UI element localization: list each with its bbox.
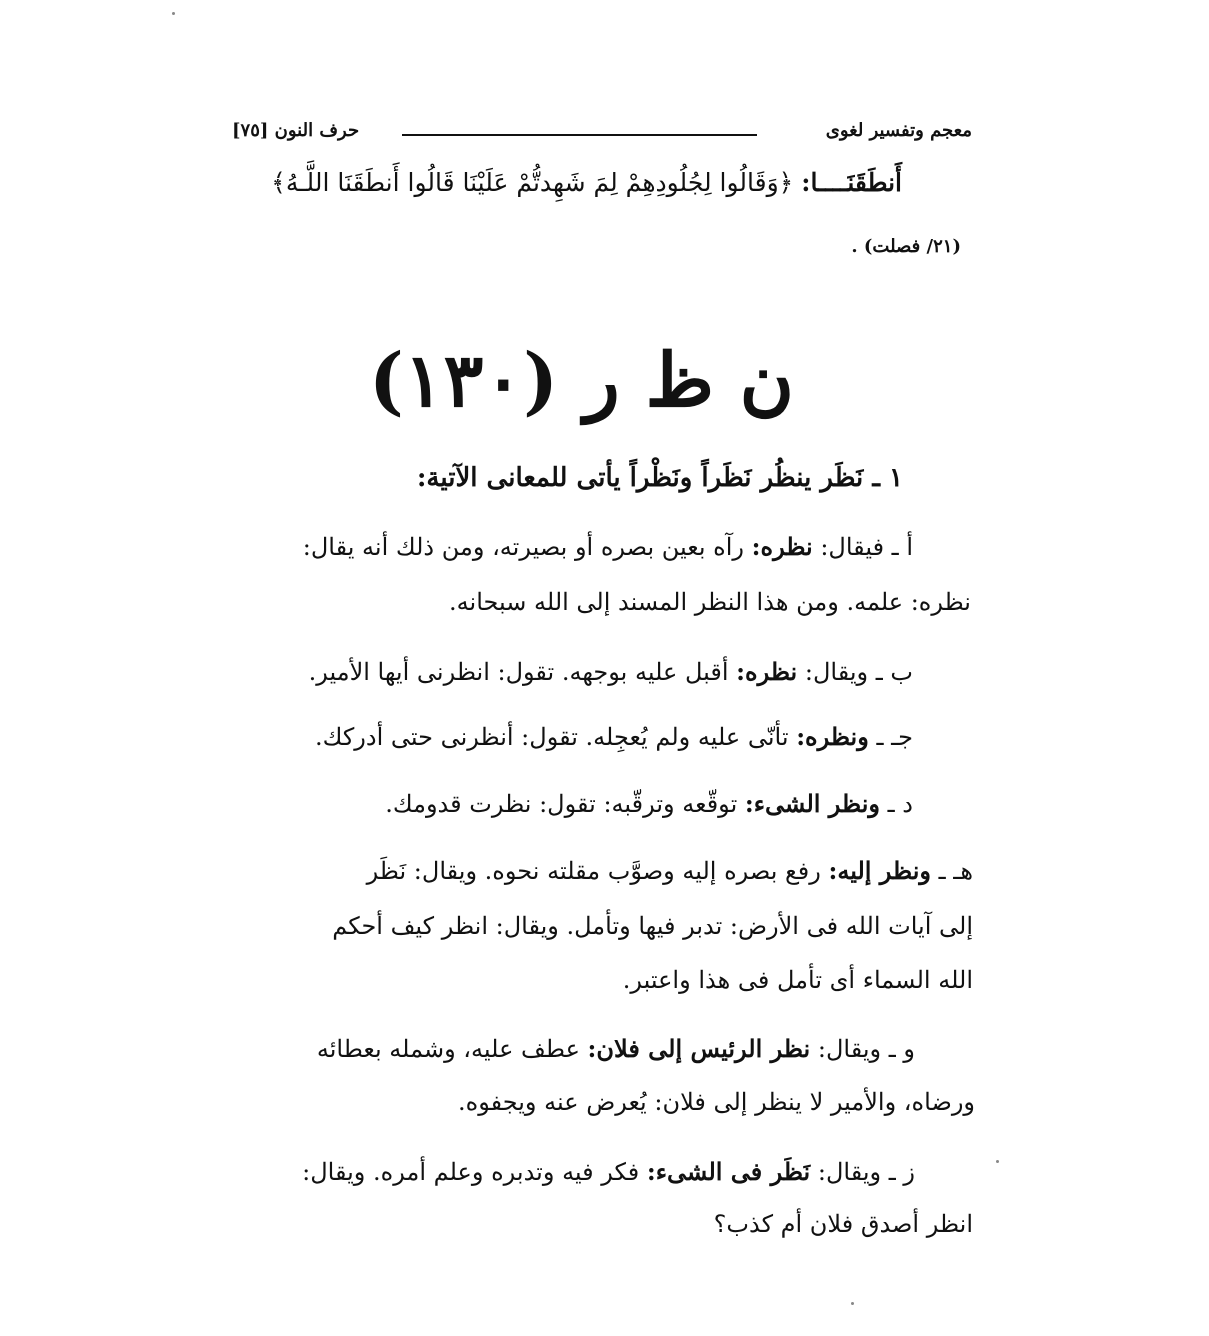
sense-c-term: ونظره: <box>796 722 869 751</box>
sense-g-line1 <box>302 1157 915 1186</box>
sense-c-text: تأنّى عليه ولم يُعجِله. تقول: أنظرنى حتى أدركك. <box>315 723 789 751</box>
sense-b-term: نظره: <box>736 657 798 686</box>
sense-c-line <box>315 722 913 751</box>
scan-speck <box>172 12 175 15</box>
sense-d-term: ونظر الشىء: <box>744 789 880 818</box>
sense-a-text: رآه بعين بصره أو بصيرته، ومن ذلك أنه يقال: <box>302 533 745 561</box>
quote-reference: (٢١/ فصلت) . <box>851 236 961 257</box>
definition-heading: ١ ـ نَظَر ينظُر نَظَراً ونَظْراً يأتى للمعانى الآتية: <box>416 463 903 493</box>
sense-g-prefix: ز ـ ويقال: <box>817 1158 915 1186</box>
quote-verse: ﴿وَقَالُوا لِجُلُودِهِمْ لِمَ شَهِدتُّمْ عَلَيْنَا قَالُوا أَنطَقَنَا اللَّـهُ﴾ <box>271 168 794 197</box>
sense-f-line1 <box>317 1034 915 1063</box>
quote-line <box>271 168 902 197</box>
sense-b-line <box>309 657 913 686</box>
sense-c-prefix: جـ ـ <box>876 723 913 751</box>
quote-term: أَنطَقَنَــــا: <box>801 168 902 197</box>
sense-e-prefix: هـ ـ <box>938 857 973 885</box>
sense-f-line2: ورضاه، والأمير لا ينظر إلى فلان: يُعرض عنه ويجفوه. <box>458 1088 975 1116</box>
sense-g-line2: انظر أصدق فلان أم كذب؟ <box>713 1210 973 1238</box>
sense-d-prefix: د ـ <box>887 790 913 818</box>
sense-g-text: فكر فيه وتدبره وعلم أمره. ويقال: <box>302 1158 640 1186</box>
section-label: حرف النون [٧٥] <box>232 120 360 141</box>
scan-speck <box>996 1160 999 1163</box>
sense-e-text: رفع بصره إليه وصوَّب مقلته نحوه. ويقال: نَظَر <box>366 857 821 885</box>
sense-e-line1 <box>367 856 973 885</box>
scan-speck <box>851 1302 854 1305</box>
book-title: معجم وتفسير لغوى <box>825 120 972 141</box>
sense-a-prefix: أ ـ فيقال: <box>820 533 913 561</box>
header-rule <box>402 134 757 136</box>
sense-a-term: نظره: <box>751 532 813 561</box>
sense-e-line2: إلى آيات الله فى الأرض: تدبر فيها وتأمل. ويقال: انظر كيف أحكم <box>332 912 973 940</box>
sense-b-text: أقبل عليه بوجهه. تقول: انظرنى أيها الأمير. <box>308 658 729 686</box>
sense-a-line2: نظره: علمه. ومن هذا النظر المسند إلى الله سبحانه. <box>449 588 971 616</box>
sense-g-term: نَظَر فى الشىء: <box>646 1157 811 1186</box>
sense-f-text: عطف عليه، وشمله بعطائه <box>316 1035 580 1063</box>
sense-f-prefix: و ـ ويقال: <box>817 1035 915 1063</box>
sense-d-line <box>385 789 913 818</box>
sense-d-text: توقّعه وترقّبه: تقول: نظرت قدومك. <box>385 790 738 818</box>
sense-b-prefix: ب ـ ويقال: <box>804 658 913 686</box>
sense-a-line1 <box>303 532 913 561</box>
running-header <box>232 120 972 150</box>
sense-f-term: نظر الرئيس إلى فلان: <box>587 1034 811 1063</box>
sense-e-line3: الله السماء أى تأمل فى هذا واعتبر. <box>622 966 973 994</box>
sense-e-term: ونظر إليه: <box>828 856 931 885</box>
entry-title: ن ظ ر (١٣٠) <box>368 338 794 424</box>
